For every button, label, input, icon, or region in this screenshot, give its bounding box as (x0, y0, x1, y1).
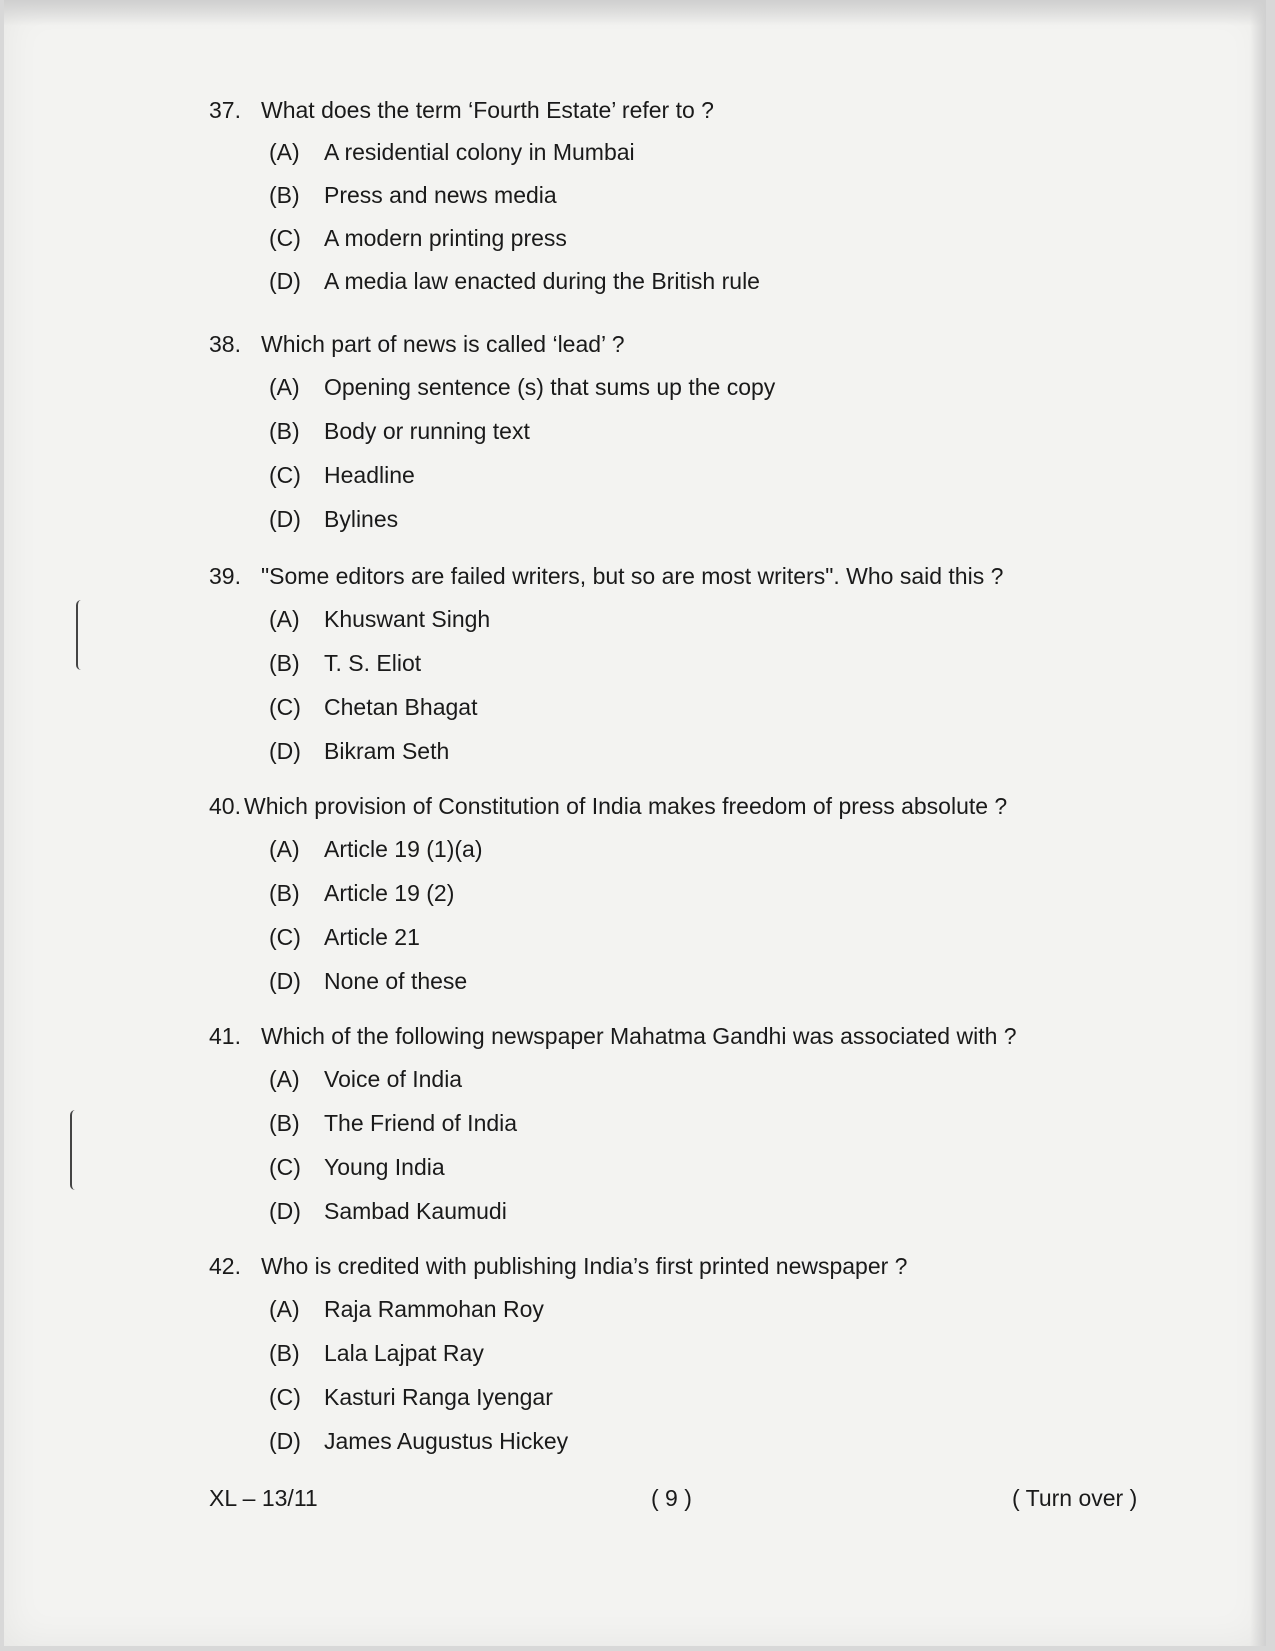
option-d (269, 505, 398, 533)
option-c (269, 693, 477, 721)
option-b (269, 181, 557, 209)
option-text: A residential colony in Mumbai (324, 139, 635, 165)
option-letter: (A) (269, 139, 300, 165)
question-text: What does the term ‘Fourth Estate’ refer to ? (261, 97, 714, 123)
question-stem (209, 792, 1209, 820)
option-d (269, 967, 467, 995)
option-a (269, 373, 775, 401)
option-letter: (C) (269, 1154, 301, 1180)
option-letter: (D) (269, 506, 301, 532)
question-number: 42. (209, 1253, 241, 1279)
option-text: Article 19 (2) (324, 880, 455, 906)
option-text: Article 21 (324, 924, 420, 950)
question-40 (209, 792, 1209, 994)
option-a (269, 1065, 462, 1093)
option-letter: (C) (269, 462, 301, 488)
question-stem (209, 1022, 1209, 1050)
option-text: A media law enacted during the British rule (324, 268, 760, 294)
option-b (269, 649, 421, 677)
option-text: Article 19 (1)(a) (324, 836, 483, 862)
option-text: None of these (324, 968, 468, 994)
binding-mark-top (76, 600, 86, 670)
question-text: "Some editors are failed writers, but so are most writers". Who said this ? (261, 563, 1004, 589)
question-text: Who is credited with publishing India’s first printed newspaper ? (261, 1253, 908, 1279)
option-text: Chetan Bhagat (324, 694, 478, 720)
page-number: ( 9 ) (651, 1485, 692, 1511)
option-c (269, 224, 567, 252)
option-a (269, 138, 635, 166)
option-a (269, 835, 482, 863)
question-stem (209, 330, 1209, 358)
option-b (269, 879, 454, 907)
question-42 (209, 1252, 1209, 1454)
option-a (269, 1295, 544, 1323)
option-a (269, 605, 490, 633)
question-number: 40. (209, 793, 241, 819)
option-d (269, 1197, 507, 1225)
option-letter: (A) (269, 374, 300, 400)
option-text: James Augustus Hickey (324, 1428, 569, 1454)
question-41 (209, 1022, 1209, 1224)
option-text: Voice of India (324, 1066, 463, 1092)
option-text: Press and news media (324, 182, 557, 208)
question-stem (209, 1252, 1209, 1280)
option-letter: (D) (269, 268, 301, 294)
option-letter: (A) (269, 1066, 300, 1092)
option-letter: (B) (269, 1110, 300, 1136)
option-letter: (B) (269, 880, 300, 906)
paper-code: XL – 13/11 (209, 1485, 318, 1511)
option-d (269, 267, 760, 295)
option-text: The Friend of India (324, 1110, 518, 1136)
option-d (269, 1427, 568, 1455)
option-b (269, 1339, 484, 1367)
question-37 (209, 96, 1209, 294)
question-39 (209, 562, 1209, 764)
option-c (269, 461, 415, 489)
option-letter: (D) (269, 738, 301, 764)
option-letter: (C) (269, 1384, 301, 1410)
option-text: Bikram Seth (324, 738, 450, 764)
option-letter: (C) (269, 924, 301, 950)
question-stem (209, 96, 1209, 124)
option-text: Opening sentence (s) that sums up the copy (324, 374, 776, 400)
option-text: Headline (324, 462, 415, 488)
option-letter: (D) (269, 1198, 301, 1224)
turn-over-note: ( Turn over ) (1012, 1485, 1138, 1511)
question-number: 37. (209, 97, 241, 123)
question-number: 38. (209, 331, 241, 357)
option-b (269, 1109, 517, 1137)
option-letter: (B) (269, 650, 300, 676)
option-text: A modern printing press (324, 225, 567, 251)
option-text: Kasturi Ranga Iyengar (324, 1384, 553, 1410)
option-letter: (C) (269, 225, 301, 251)
option-c (269, 1153, 445, 1181)
option-text: Raja Rammohan Roy (324, 1296, 544, 1322)
question-stem (209, 562, 1209, 590)
option-c (269, 1383, 553, 1411)
option-letter: (C) (269, 694, 301, 720)
option-letter: (A) (269, 606, 300, 632)
option-letter: (D) (269, 1428, 301, 1454)
option-text: Body or running text (324, 418, 530, 444)
question-text: Which of the following newspaper Mahatma Gandhi was associated with ? (261, 1023, 1017, 1049)
option-text: Khuswant Singh (324, 606, 491, 632)
option-letter: (B) (269, 182, 300, 208)
option-c (269, 923, 420, 951)
question-number: 39. (209, 563, 241, 589)
option-text: Lala Lajpat Ray (324, 1340, 484, 1366)
option-text: Young India (324, 1154, 445, 1180)
option-letter: (A) (269, 836, 300, 862)
binding-mark-bottom (70, 1110, 80, 1190)
exam-page (4, 0, 1266, 1646)
question-number: 41. (209, 1023, 241, 1049)
question-text: Which part of news is called ‘lead’ ? (261, 331, 625, 357)
option-letter: (B) (269, 418, 300, 444)
option-letter: (B) (269, 1340, 300, 1366)
option-text: T. S. Eliot (324, 650, 422, 676)
option-d (269, 737, 449, 765)
option-letter: (D) (269, 968, 301, 994)
option-text: Sambad Kaumudi (324, 1198, 507, 1224)
option-text: Bylines (324, 506, 399, 532)
option-b (269, 417, 530, 445)
option-letter: (A) (269, 1296, 300, 1322)
question-38 (209, 330, 1209, 532)
question-text: Which provision of Constitution of India makes freedom of press absolute ? (244, 793, 1008, 819)
